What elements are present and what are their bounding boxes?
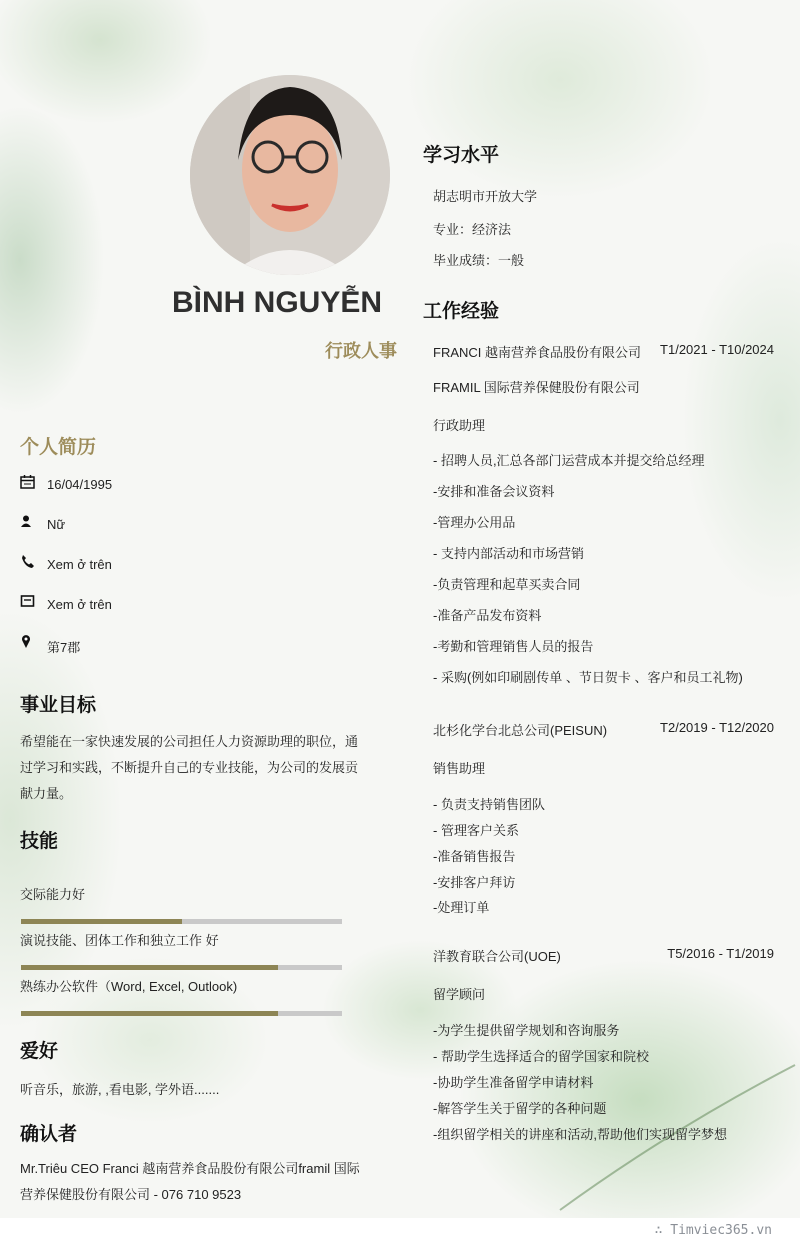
job-task: -管理办公用品 (433, 515, 516, 530)
email-icon (20, 594, 36, 610)
candidate-role: 行政人事 (325, 341, 397, 361)
job-task: -解答学生关于留学的各种问题 (433, 1101, 607, 1116)
job-task: -负责管理和起草买卖合同 (433, 577, 581, 592)
experience-section-title: 工作经验 (423, 301, 500, 322)
job-task: - 招聘人员,汇总各部门运营成本并提交给总经理 (433, 453, 705, 468)
job-company: 北杉化学台北总公司(PEISUN) (433, 723, 608, 738)
job-date: T1/2021 - T10/2024 (660, 342, 774, 357)
skill-name: 交际能力好 (20, 887, 86, 902)
birthday-value: 16/04/1995 (47, 477, 113, 492)
email-row (20, 592, 112, 612)
job-position: 留学顾问 (433, 987, 486, 1002)
skill-level-bar (21, 965, 342, 970)
job-company: FRANCI 越南营养食品股份有限公司 (433, 345, 642, 360)
gender-row (20, 512, 66, 532)
job-company: 洋教育联合公司(UOE) (433, 949, 561, 964)
skill-level-bar (21, 1011, 342, 1016)
job-date: T5/2016 - T1/2019 (667, 946, 774, 961)
education-major: 专业：经济法 (433, 222, 512, 237)
hobbies-text: 听音乐，旅游, ,看电影, 学外语....... (20, 1082, 220, 1097)
skill-level-fill (21, 1011, 278, 1016)
phone-value: Xem ở trên (47, 557, 112, 572)
gender-value: Nữ (47, 517, 66, 532)
job-task: -准备销售报告 (433, 849, 516, 864)
job-task: - 负责支持销售团队 (433, 797, 545, 812)
site-watermark[interactable]: ∴ Timviec365.vn (654, 1223, 772, 1238)
reference-line: 营养保健股份有限公司 - 076 710 9523 (20, 1187, 242, 1202)
user-icon (20, 514, 36, 530)
objective-line: 过学习和实践，不断提升自己的专业技能，为公司的发展贡 (20, 760, 359, 775)
job-task: - 支持内部活动和市场营销 (433, 546, 584, 561)
skills-section-title: 技能 (20, 831, 59, 852)
skill-level-fill (21, 919, 182, 924)
job-task: -为学生提供留学规划和咨询服务 (433, 1023, 620, 1038)
job-position: 销售助理 (433, 761, 486, 776)
calendar-icon (20, 474, 36, 490)
education-section-title: 学习水平 (423, 145, 500, 166)
objective-text (20, 729, 365, 807)
job-task: -安排客户拜访 (433, 875, 516, 890)
job-task: - 采购(例如印刷剧传单 、节日贺卡 、客户和员工礼物) (433, 670, 743, 685)
job-position: 行政助理 (433, 418, 486, 433)
address-value: 第7郡 (47, 640, 81, 655)
location-icon (20, 634, 36, 650)
personal-section-title: 个人简历 (20, 437, 97, 458)
job-task: -处理订单 (433, 900, 490, 915)
candidate-name: BÌNH NGUYỄN (171, 286, 382, 319)
job-task: - 管理客户关系 (433, 823, 519, 838)
job-date: T2/2019 - T12/2020 (660, 720, 774, 735)
phone-icon (20, 554, 36, 570)
job-task: -准备产品发布资料 (433, 608, 542, 623)
birthday-row (20, 472, 113, 492)
profile-photo (190, 75, 390, 275)
reference-line: Mr.Triêu CEO Franci 越南营养食品股份有限公司framil 国际 (20, 1161, 360, 1176)
education-grade: 毕业成绩：一般 (433, 253, 525, 268)
skill-name: 演说技能、团体工作和独立工作 好 (20, 933, 219, 948)
job-task: -考勤和管理销售人员的报告 (433, 639, 594, 654)
skill-level-fill (21, 965, 278, 970)
email-value: Xem ở trên (47, 597, 112, 612)
objective-line: 献力量。 (20, 786, 73, 801)
job-company-secondary: FRAMIL 国际营养保健股份有限公司 (433, 380, 640, 395)
phone-row (20, 552, 112, 572)
objective-line: 希望能在一家快速发展的公司担任人力资源助理的职位，通 (20, 734, 359, 749)
job-task: -组织留学相关的讲座和活动,帮助他们实现留学梦想 (433, 1127, 727, 1142)
job-task: -协助学生准备留学申请材料 (433, 1075, 594, 1090)
reference-text (20, 1156, 370, 1208)
job-task: - 帮助学生选择适合的留学国家和院校 (433, 1049, 649, 1064)
job-task: -安排和准备会议资料 (433, 484, 555, 499)
reference-section-title: 确认者 (20, 1124, 78, 1145)
hobbies-section-title: 爱好 (20, 1041, 59, 1062)
school-name: 胡志明市开放大学 (433, 189, 538, 204)
skill-name: 熟练办公软件（Word, Excel, Outlook) (20, 979, 238, 994)
objective-section-title: 事业目标 (20, 695, 97, 716)
skill-level-bar (21, 919, 342, 924)
person-portrait-icon (190, 75, 390, 275)
address-row (20, 632, 81, 655)
